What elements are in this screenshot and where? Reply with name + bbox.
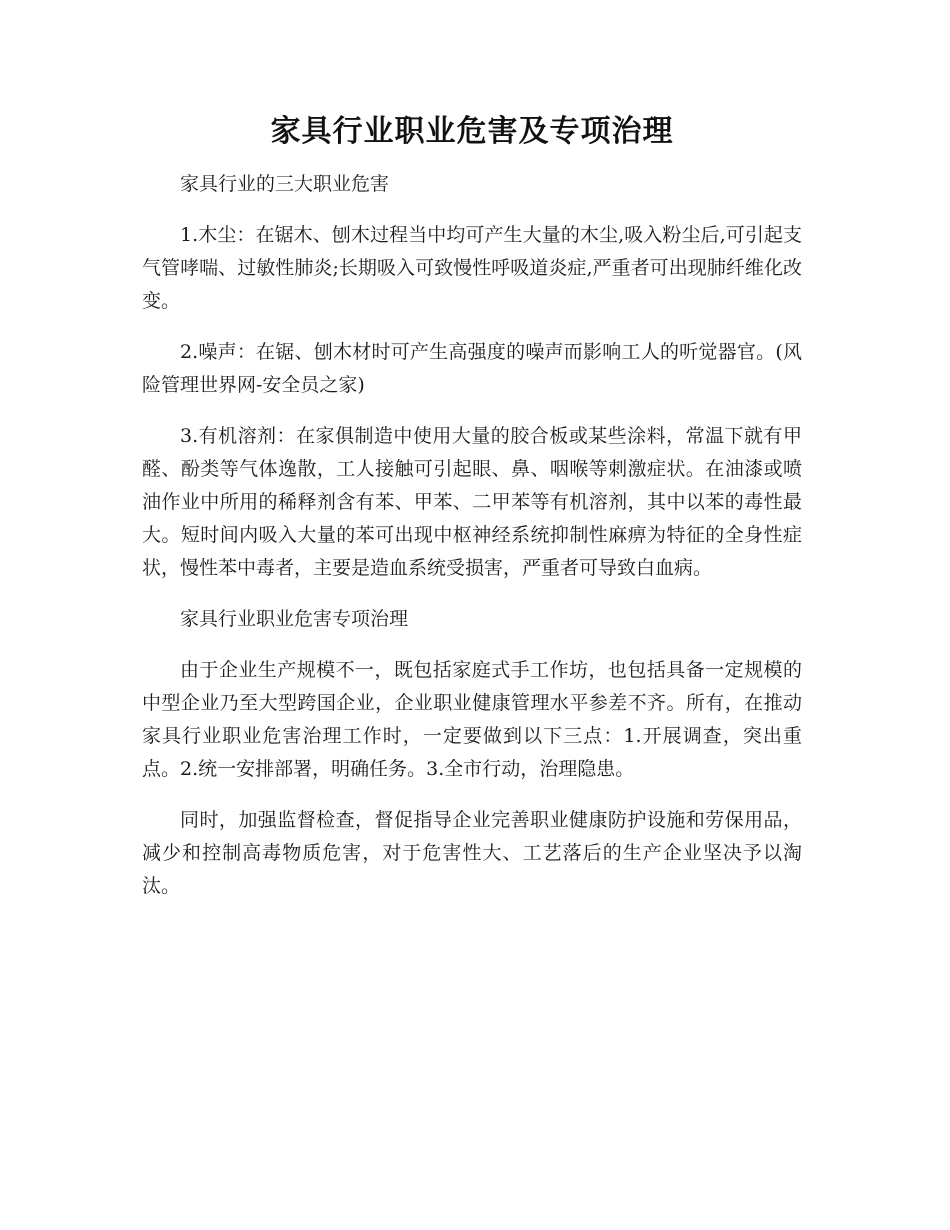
paragraph-governance-steps: 由于企业生产规模不一，既包括家庭式手工作坊，也包括具备一定规模的中型企业乃至大型跨国企业，企业职业健康管理水平参差不齐。所有，在推动家具行业职业危害治理工作时，一定要做到以下三点：1.开展调查，突出重点。2.统一安排部署，明确任务。3.全市行动，治理隐患。 — [142, 659, 802, 780]
section-heading-hazards: 家具行业的三大职业危害 — [180, 173, 390, 195]
paragraph-supervision: 同时，加强监督检查，督促指导企业完善职业健康防护设施和劳保用品，减少和控制高毒物质危害，对于危害性大、工艺落后的生产企业坚决予以淘汰。 — [142, 809, 802, 897]
section-heading-governance: 家具行业职业危害专项治理 — [180, 608, 409, 630]
document-title: 家具行业职业危害及专项治理 — [270, 114, 674, 149]
paragraph-organic-solvents: 3.有机溶剂：在家俱制造中使用大量的胶合板或某些涂料，常温下就有甲醛、酚类等气体逸散，工人接触可引起眼、鼻、咽喉等刺激症状。在油漆或喷油作业中所用的稀释剂含有苯、甲苯、二甲苯等有机溶剂，其中以苯的毒性最大。短时间内吸入大量的苯可出现中枢神经系统抑制性麻痹为特征的全身性症状，慢性苯中毒者，主要是造血系统受损害，严重者可导致白血病。 — [142, 425, 802, 579]
paragraph-wood-dust: 1.木尘：在锯木、刨木过程当中均可产生大量的木尘,吸入粉尘后,可引起支气管哮喘、过敏性肺炎;长期吸入可致慢性呼吸道炎症,严重者可出现肺纤维化改变。 — [142, 224, 802, 312]
document-body — [142, 168, 802, 921]
paragraph-noise: 2.噪声：在锯、刨木材时可产生高强度的噪声而影响工人的听觉器官。(风险管理世界网-安全员之家) — [142, 341, 802, 396]
